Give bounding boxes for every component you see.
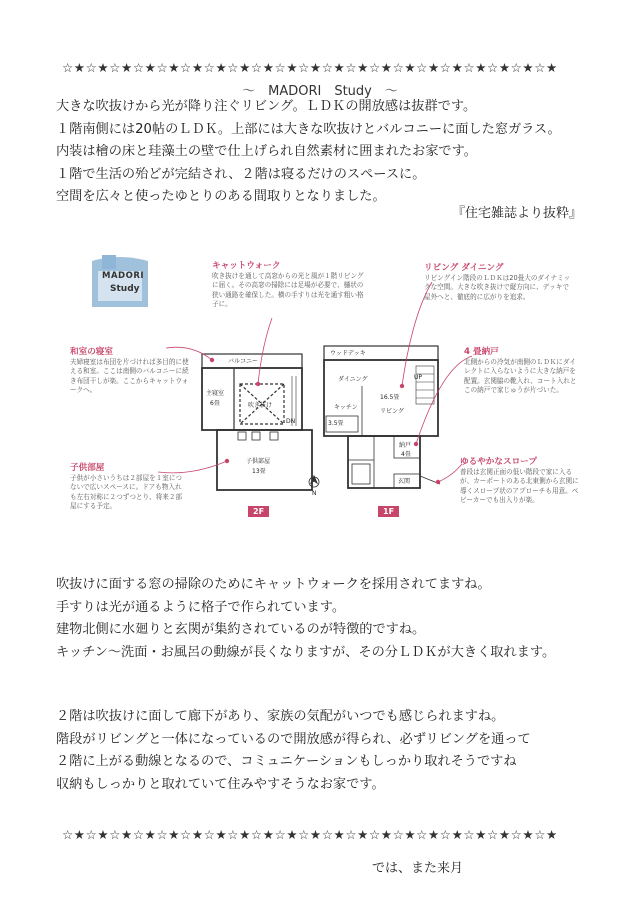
footer-stars: ☆★☆★☆★☆★☆★☆★☆★☆★☆★☆★☆★☆★☆★☆★☆★☆★☆★☆★☆★☆★☆★ xyxy=(62,827,558,842)
plan2f-void-label: 吹き抜け xyxy=(248,402,273,409)
commentary-line: 収納もしっかりと取れていて住みやすそうなお家です。 xyxy=(56,776,385,792)
callout-body: 吹き抜けを通して高窓からの光と風が１階リビングに届く。その高窓の掃除には足場が必要で、樋状の狭い通路を確保した。横の手すりは光を通す粗い格子に。 xyxy=(212,272,364,309)
plan2f-kids-label: 子供部屋 xyxy=(246,458,271,465)
plan2f-balcony-label: バルコニー xyxy=(228,358,259,365)
intro-text xyxy=(56,96,596,209)
callout-title: 和室の寝室 xyxy=(70,347,113,357)
intro-line: １階南側には20帖のＬＤＫ。上部には大きな吹抜けとバルコニーに面した窓ガラス。 xyxy=(56,121,561,137)
signoff-text: では、また来月 xyxy=(372,861,464,876)
plan1f-kitchen-label: キッチン xyxy=(334,404,358,411)
plan1f-living-label: リビング xyxy=(380,408,404,415)
plan2f-kids-size: 13畳 xyxy=(252,468,266,475)
callout-title: 子供部屋 xyxy=(70,463,105,473)
plan1f-deck-label: ウッドデッキ xyxy=(330,350,366,357)
plan1f-ldk-size: 16.5畳 xyxy=(380,394,400,401)
plan1f-up-label: UP xyxy=(414,374,423,381)
callout-title: 4 畳納戸 xyxy=(464,347,499,357)
callout-body: 北側からの冷気が南側のＬＤＫにダイレクトに入らないように大きな納戸を配置。玄関脇の靴入れ、コート入れとこの納戸で家じゅうが片づいた。 xyxy=(464,358,577,395)
page-title: ～ MADORI Study ～ xyxy=(242,84,398,99)
plan1f-storage-label: 納戸 xyxy=(399,442,412,449)
commentary-line: 吹抜けに面する窓の掃除のためにキャットウォークを採用されてますね。 xyxy=(56,577,491,592)
header-stars: ☆★☆★☆★☆★☆★☆★☆★☆★☆★☆★☆★☆★☆★☆★☆★☆★☆★☆★☆★☆★☆★ xyxy=(62,60,558,75)
commentary-line: キッチン～洗面・お風呂の動線が長くなりますが、その分ＬＤＫが大きく取れます。 xyxy=(56,644,556,660)
commentary-line: 建物北側に水廻りと玄関が集約されているのが特徴的ですね。 xyxy=(56,622,426,637)
callout-body: 夫婦寝室は布団を片づければ多目的に使える和室。ここは南側のバルコニーに続き布団干しが楽。ここからキャットウォークへ。 xyxy=(70,358,189,395)
callout-title: ゆるやかなスロープ xyxy=(460,457,537,467)
plan1f-kitchen-size: 3.5畳 xyxy=(328,420,344,427)
plan1f-storage-size: 4畳 xyxy=(401,451,411,458)
callout-body: リビングイン階段のＬＤＫは20畳大のダイナミックな空間。大きな吹き抜けで縦方向に、デッキで屋外へと、徹底的に広がりを追求。 xyxy=(424,274,571,301)
plan1f-tag: 1F xyxy=(378,506,399,517)
commentary-line: 手すりは光が通るように格子で作られています。 xyxy=(56,599,346,615)
commentary-para-1 xyxy=(56,574,616,664)
connector-storage xyxy=(416,356,472,444)
logo-text-madori: MADORI xyxy=(102,271,145,281)
connector-ldk xyxy=(402,282,432,386)
north-arrow xyxy=(309,476,319,487)
callout-title: キャットウォーク xyxy=(212,261,281,271)
plan2f-master-label: 主寝室 xyxy=(206,390,225,397)
connector-catwalk xyxy=(258,318,272,384)
plan1f-dining-label: ダイニング xyxy=(338,376,368,383)
callout-body: 子供が小さいうちは２部屋を１室につないで広いスペースに。ドアも物入れも左右対称に２つずつとり、将来２部屋にする予定。 xyxy=(70,474,183,511)
floorplan-drawing xyxy=(62,236,580,562)
north-label: N xyxy=(312,490,317,497)
intro-line: １階で生活の殆どが完結され、２階は寝るだけのスペースに。 xyxy=(56,166,426,182)
logo-text-study: Study xyxy=(110,284,140,294)
commentary-para-2 xyxy=(56,706,616,796)
floorplan-panel xyxy=(62,236,580,562)
plan1f-entrance-label: 玄関 xyxy=(398,478,411,485)
commentary-line: ２階は吹抜けに面して廊下があり、家族の気配がいつでも感じられますね。 xyxy=(56,709,505,724)
commentary-line: ２階に上がる動線となるので、コミュニケーションもしっかり取れそうですね xyxy=(56,754,517,769)
callout-body: 普段は玄関正面の低い階段で家に入るが、カーポートのある北東側から玄関に導くスロープ状のアプローチも用意。ベビーカーでも出入りが楽。 xyxy=(460,468,579,505)
plan2f-dn-label: DN xyxy=(286,418,296,425)
commentary-line: 階段がリビングと一体になっているので開放感が得られ、必ずリビングを通って xyxy=(56,731,531,747)
source-note: 『住宅雑誌より抜粋』 xyxy=(452,206,583,221)
connector-slope xyxy=(438,464,462,482)
intro-line: 空間を広々と使ったゆとりのある間取りとなりました。 xyxy=(56,189,386,204)
plan2f-tag: 2F xyxy=(248,506,269,517)
intro-line: 内装は檜の床と珪藻土の壁で仕上げられ自然素材に囲まれたお家です。 xyxy=(56,144,477,159)
plan2f-master-size: 6畳 xyxy=(210,400,220,407)
intro-line: 大きな吹抜けから光が降り注ぐリビング。ＬＤＫの開放感は抜群です。 xyxy=(56,99,477,114)
callout-title: リビング ダイニング xyxy=(424,263,504,273)
